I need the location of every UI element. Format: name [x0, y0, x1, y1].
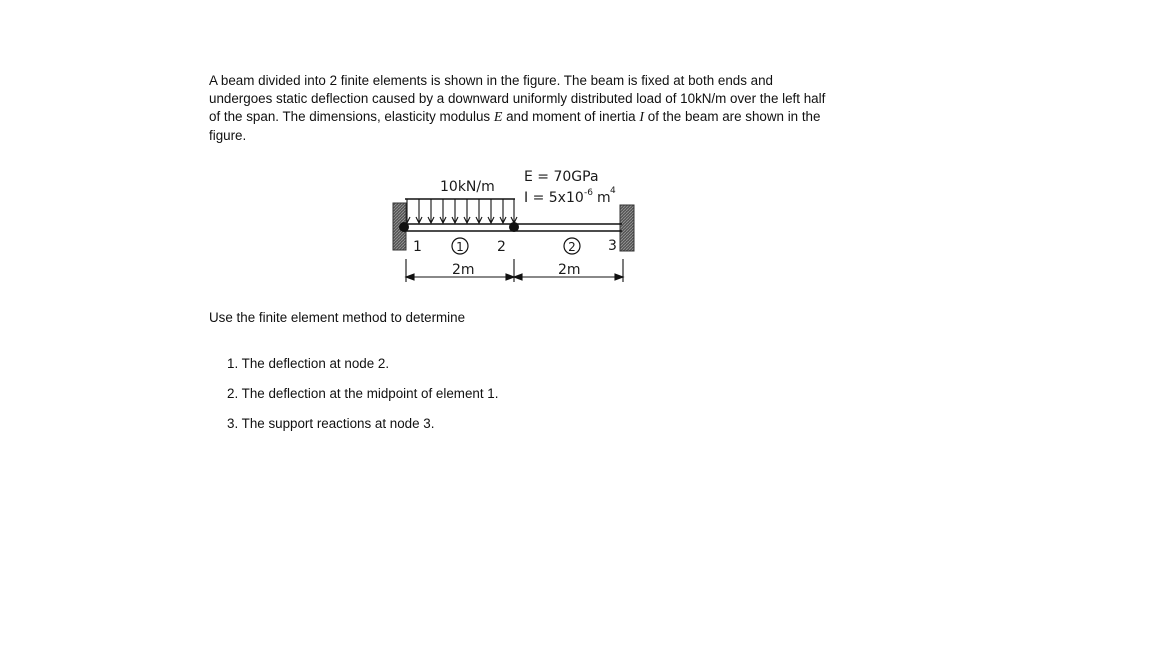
distributed-load: [404, 199, 517, 223]
node-1-marker: [399, 222, 409, 232]
length-1-label: 2m: [452, 262, 475, 278]
load-arrows: [404, 199, 517, 223]
element-2-number: 2: [568, 240, 576, 254]
variable-e: E: [493, 110, 503, 125]
inertia-exponent-2: 4: [610, 186, 616, 196]
node-1-label: 1: [413, 239, 422, 255]
element-2-label: [564, 238, 580, 254]
variable-i: I: [639, 110, 645, 125]
node-2-marker: [509, 222, 519, 232]
method-intro: Use the finite element method to determine: [209, 310, 466, 325]
node-2-label: 2: [497, 239, 506, 255]
task-item-2: 2. The deflection at the midpoint of element 1.: [227, 386, 499, 401]
problem-statement: [209, 72, 829, 145]
beam-diagram: [380, 160, 650, 290]
inertia-base: I = 5x10: [524, 190, 584, 206]
problem-text-part-2: and moment of inertia: [502, 109, 640, 124]
task-item-3: 3. The support reactions at node 3.: [227, 416, 435, 431]
element-1-label: [452, 238, 468, 254]
node-3-label: 3: [608, 238, 617, 254]
problem-text-part-1: A beam divided into 2 finite elements is shown in the figure. The beam is fixed at both ends and undergoes static deflection caused by a downward uniformly distributed load of 10kN/m over the left half of the span. The dimensions, elasticity modulus: [209, 73, 826, 124]
dimension-lines: [406, 259, 623, 282]
inertia-exponent-1: -6: [584, 188, 593, 198]
task-list: [227, 355, 498, 445]
inertia-label: [524, 186, 616, 206]
modulus-label: E = 70GPa: [524, 169, 599, 185]
inertia-unit: m: [597, 190, 611, 206]
beam-figure: [380, 160, 650, 290]
load-label: 10kN/m: [440, 179, 495, 195]
length-2-label: 2m: [558, 262, 581, 278]
task-item-1: 1. The deflection at node 2.: [227, 356, 390, 371]
right-fixed-support: [620, 205, 634, 251]
problem-text-part-3: of the beam are shown in the figure.: [209, 109, 821, 143]
element-1-number: 1: [456, 240, 464, 254]
